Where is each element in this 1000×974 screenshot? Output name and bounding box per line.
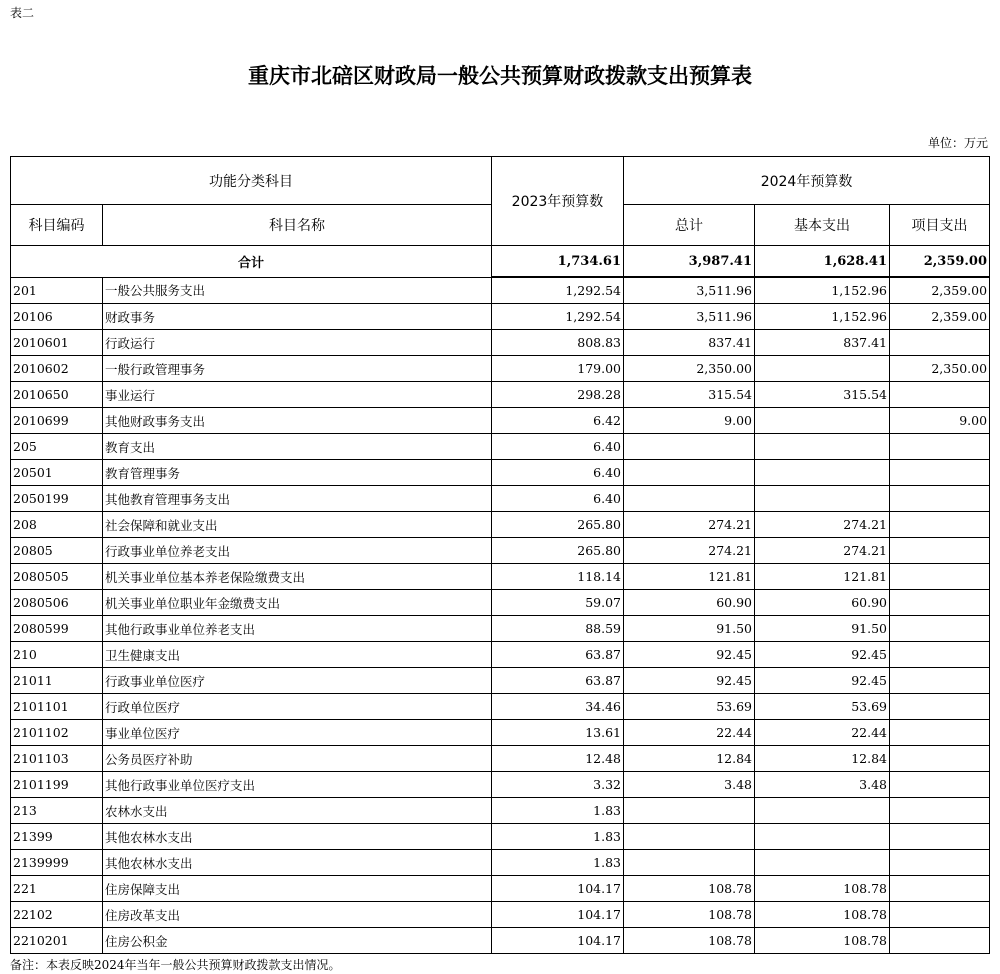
cell-b2023: 12.48 — [492, 746, 624, 772]
table-row — [11, 876, 990, 902]
header-basic: 基本支出 — [755, 205, 890, 246]
cell-total: 108.78 — [624, 928, 755, 954]
cell-name: 社会保障和就业支出 — [103, 512, 492, 538]
cell-project — [890, 746, 990, 772]
cell-b2023: 118.14 — [492, 564, 624, 590]
cell-basic — [755, 824, 890, 850]
cell-name: 其他教育管理事务支出 — [103, 486, 492, 512]
cell-project — [890, 590, 990, 616]
cell-basic: 121.81 — [755, 564, 890, 590]
cell-code: 213 — [11, 798, 103, 824]
cell-b2023: 298.28 — [492, 382, 624, 408]
cell-b2023: 13.61 — [492, 720, 624, 746]
table-row — [11, 928, 990, 954]
cell-total: 837.41 — [624, 330, 755, 356]
total-row — [11, 246, 990, 278]
cell-basic: 274.21 — [755, 512, 890, 538]
cell-b2023: 808.83 — [492, 330, 624, 356]
cell-total — [624, 798, 755, 824]
cell-project — [890, 564, 990, 590]
cell-code: 20501 — [11, 460, 103, 486]
cell-project — [890, 642, 990, 668]
cell-project — [890, 772, 990, 798]
cell-name: 其他行政事业单位医疗支出 — [103, 772, 492, 798]
total-b2023: 1,734.61 — [492, 246, 624, 278]
total-total: 3,987.41 — [624, 246, 755, 278]
cell-name: 行政事业单位养老支出 — [103, 538, 492, 564]
cell-basic — [755, 486, 890, 512]
cell-b2023: 6.40 — [492, 434, 624, 460]
table-row — [11, 720, 990, 746]
cell-code: 2101102 — [11, 720, 103, 746]
cell-total: 3,511.96 — [624, 277, 755, 304]
table-row — [11, 538, 990, 564]
cell-project — [890, 382, 990, 408]
cell-total: 12.84 — [624, 746, 755, 772]
cell-b2023: 104.17 — [492, 902, 624, 928]
cell-total — [624, 486, 755, 512]
table-row — [11, 434, 990, 460]
cell-code: 201 — [11, 277, 103, 304]
cell-name: 行政单位医疗 — [103, 694, 492, 720]
cell-total: 2,350.00 — [624, 356, 755, 382]
table-row — [11, 746, 990, 772]
cell-code: 22102 — [11, 902, 103, 928]
cell-total: 3.48 — [624, 772, 755, 798]
cell-project — [890, 434, 990, 460]
cell-total: 92.45 — [624, 642, 755, 668]
cell-basic: 53.69 — [755, 694, 890, 720]
cell-total: 60.90 — [624, 590, 755, 616]
cell-code: 210 — [11, 642, 103, 668]
cell-project — [890, 460, 990, 486]
cell-code: 2080505 — [11, 564, 103, 590]
cell-code: 2010650 — [11, 382, 103, 408]
cell-b2023: 104.17 — [492, 876, 624, 902]
cell-name: 机关事业单位基本养老保险缴费支出 — [103, 564, 492, 590]
cell-code: 2101199 — [11, 772, 103, 798]
footnote: 备注：本表反映2024年当年一般公共预算财政拨款支出情况。 — [10, 958, 341, 972]
cell-b2023: 1,292.54 — [492, 304, 624, 330]
total-basic: 1,628.41 — [755, 246, 890, 278]
cell-b2023: 6.42 — [492, 408, 624, 434]
cell-basic: 108.78 — [755, 902, 890, 928]
unit-label: 单位：万元 — [927, 136, 988, 150]
cell-basic: 22.44 — [755, 720, 890, 746]
cell-b2023: 63.87 — [492, 668, 624, 694]
cell-code: 2010699 — [11, 408, 103, 434]
cell-total: 274.21 — [624, 512, 755, 538]
table-row — [11, 356, 990, 382]
cell-project — [890, 512, 990, 538]
cell-name: 一般公共服务支出 — [103, 277, 492, 304]
table-row — [11, 330, 990, 356]
cell-code: 20106 — [11, 304, 103, 330]
cell-code: 221 — [11, 876, 103, 902]
cell-name: 农林水支出 — [103, 798, 492, 824]
cell-name: 机关事业单位职业年金缴费支出 — [103, 590, 492, 616]
cell-project — [890, 538, 990, 564]
cell-basic — [755, 798, 890, 824]
cell-basic: 3.48 — [755, 772, 890, 798]
cell-b2023: 59.07 — [492, 590, 624, 616]
cell-total — [624, 850, 755, 876]
cell-project — [890, 798, 990, 824]
cell-basic — [755, 408, 890, 434]
table-row — [11, 564, 990, 590]
cell-name: 一般行政管理事务 — [103, 356, 492, 382]
cell-name: 其他财政事务支出 — [103, 408, 492, 434]
budget-table — [10, 156, 990, 954]
cell-total: 108.78 — [624, 876, 755, 902]
cell-b2023: 88.59 — [492, 616, 624, 642]
cell-name: 事业运行 — [103, 382, 492, 408]
table-row — [11, 408, 990, 434]
cell-code: 2010602 — [11, 356, 103, 382]
table-row — [11, 590, 990, 616]
cell-b2023: 6.40 — [492, 460, 624, 486]
header-budget-2024: 2024年预算数 — [624, 157, 990, 205]
cell-code: 205 — [11, 434, 103, 460]
table-row — [11, 850, 990, 876]
cell-name: 其他农林水支出 — [103, 850, 492, 876]
cell-name: 住房公积金 — [103, 928, 492, 954]
cell-project — [890, 694, 990, 720]
cell-b2023: 34.46 — [492, 694, 624, 720]
cell-name: 财政事务 — [103, 304, 492, 330]
cell-b2023: 1,292.54 — [492, 277, 624, 304]
table-row — [11, 902, 990, 928]
cell-code: 21011 — [11, 668, 103, 694]
total-label: 合计 — [11, 246, 492, 278]
header-budget-2023: 2023年预算数 — [492, 157, 624, 246]
cell-code: 2139999 — [11, 850, 103, 876]
cell-code: 2210201 — [11, 928, 103, 954]
cell-name: 住房改革支出 — [103, 902, 492, 928]
cell-b2023: 1.83 — [492, 824, 624, 850]
table-row — [11, 616, 990, 642]
cell-total: 92.45 — [624, 668, 755, 694]
cell-basic: 1,152.96 — [755, 277, 890, 304]
cell-project: 2,359.00 — [890, 277, 990, 304]
cell-basic: 837.41 — [755, 330, 890, 356]
cell-total: 108.78 — [624, 902, 755, 928]
cell-basic: 315.54 — [755, 382, 890, 408]
cell-total: 22.44 — [624, 720, 755, 746]
cell-name: 行政运行 — [103, 330, 492, 356]
cell-total: 315.54 — [624, 382, 755, 408]
table-row — [11, 772, 990, 798]
cell-name: 其他行政事业单位养老支出 — [103, 616, 492, 642]
cell-basic: 108.78 — [755, 928, 890, 954]
cell-project: 9.00 — [890, 408, 990, 434]
cell-project — [890, 616, 990, 642]
cell-project — [890, 824, 990, 850]
cell-code: 2050199 — [11, 486, 103, 512]
table-label: 表二 — [10, 6, 35, 20]
header-func-category: 功能分类科目 — [11, 157, 492, 205]
table-row — [11, 486, 990, 512]
table-row — [11, 460, 990, 486]
cell-basic: 91.50 — [755, 616, 890, 642]
cell-name: 其他农林水支出 — [103, 824, 492, 850]
cell-code: 2010601 — [11, 330, 103, 356]
cell-code: 2080599 — [11, 616, 103, 642]
cell-name: 行政事业单位医疗 — [103, 668, 492, 694]
cell-b2023: 1.83 — [492, 850, 624, 876]
table-row — [11, 382, 990, 408]
cell-b2023: 104.17 — [492, 928, 624, 954]
cell-basic: 92.45 — [755, 668, 890, 694]
cell-code: 208 — [11, 512, 103, 538]
cell-basic: 60.90 — [755, 590, 890, 616]
cell-basic: 92.45 — [755, 642, 890, 668]
table-row — [11, 642, 990, 668]
cell-project — [890, 928, 990, 954]
table-row — [11, 798, 990, 824]
table-row — [11, 824, 990, 850]
cell-basic — [755, 434, 890, 460]
cell-code: 2101101 — [11, 694, 103, 720]
cell-name: 事业单位医疗 — [103, 720, 492, 746]
cell-code: 20805 — [11, 538, 103, 564]
cell-project — [890, 486, 990, 512]
cell-project: 2,359.00 — [890, 304, 990, 330]
cell-total — [624, 434, 755, 460]
table-row — [11, 694, 990, 720]
cell-b2023: 3.32 — [492, 772, 624, 798]
table-row — [11, 512, 990, 538]
cell-basic: 108.78 — [755, 876, 890, 902]
cell-code: 2101103 — [11, 746, 103, 772]
cell-project — [890, 850, 990, 876]
cell-b2023: 1.83 — [492, 798, 624, 824]
cell-project — [890, 902, 990, 928]
cell-b2023: 63.87 — [492, 642, 624, 668]
cell-basic: 12.84 — [755, 746, 890, 772]
cell-project: 2,350.00 — [890, 356, 990, 382]
table-row — [11, 277, 990, 304]
cell-name: 卫生健康支出 — [103, 642, 492, 668]
header-name: 科目名称 — [103, 205, 492, 246]
cell-name: 教育管理事务 — [103, 460, 492, 486]
cell-project — [890, 668, 990, 694]
cell-project — [890, 330, 990, 356]
cell-basic — [755, 356, 890, 382]
cell-total: 53.69 — [624, 694, 755, 720]
cell-b2023: 265.80 — [492, 512, 624, 538]
cell-basic: 274.21 — [755, 538, 890, 564]
cell-code: 21399 — [11, 824, 103, 850]
header-total: 总计 — [624, 205, 755, 246]
page-title: 重庆市北碚区财政局一般公共预算财政拨款支出预算表 — [248, 63, 752, 88]
header-project: 项目支出 — [890, 205, 990, 246]
header-row-1 — [11, 157, 990, 205]
header-code: 科目编码 — [11, 205, 103, 246]
cell-total: 3,511.96 — [624, 304, 755, 330]
cell-b2023: 6.40 — [492, 486, 624, 512]
cell-total — [624, 460, 755, 486]
table-row — [11, 304, 990, 330]
cell-project — [890, 876, 990, 902]
cell-total: 91.50 — [624, 616, 755, 642]
cell-total — [624, 824, 755, 850]
cell-name: 教育支出 — [103, 434, 492, 460]
total-project: 2,359.00 — [890, 246, 990, 278]
cell-total: 121.81 — [624, 564, 755, 590]
cell-code: 2080506 — [11, 590, 103, 616]
cell-basic: 1,152.96 — [755, 304, 890, 330]
cell-b2023: 179.00 — [492, 356, 624, 382]
cell-total: 274.21 — [624, 538, 755, 564]
cell-name: 住房保障支出 — [103, 876, 492, 902]
cell-basic — [755, 850, 890, 876]
table-row — [11, 668, 990, 694]
cell-project — [890, 720, 990, 746]
cell-total: 9.00 — [624, 408, 755, 434]
cell-name: 公务员医疗补助 — [103, 746, 492, 772]
cell-basic — [755, 460, 890, 486]
cell-b2023: 265.80 — [492, 538, 624, 564]
